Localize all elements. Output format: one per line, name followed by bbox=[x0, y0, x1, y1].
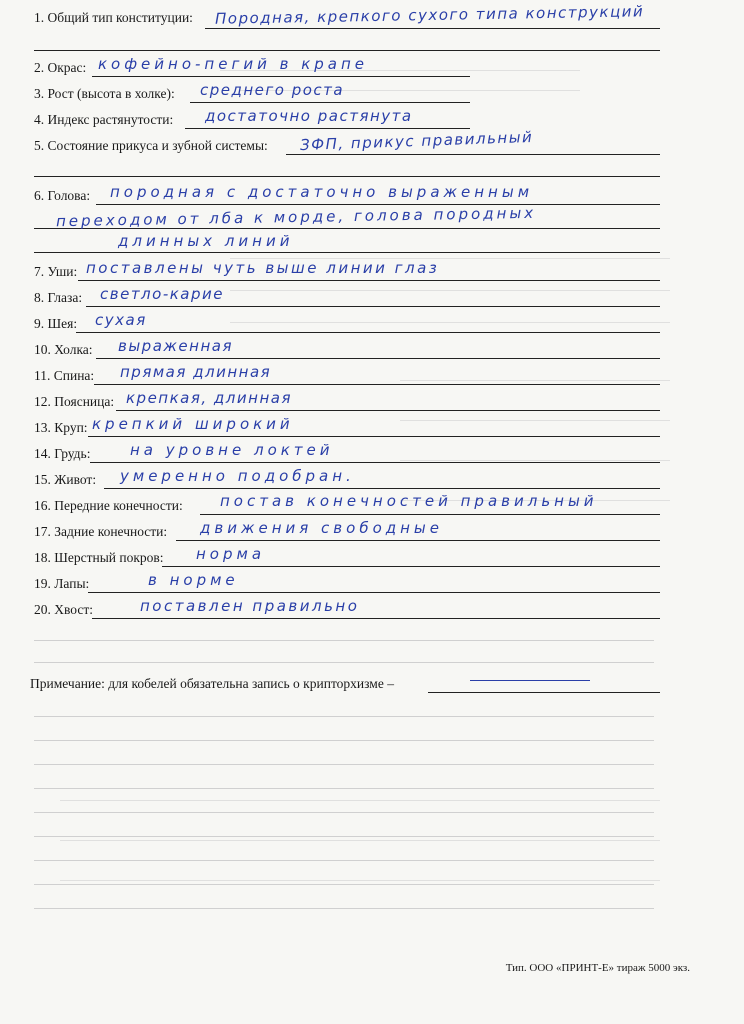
handwritten-value: в норме bbox=[148, 571, 239, 589]
field-neck bbox=[34, 316, 77, 332]
handwritten-value: прямая длинная bbox=[120, 363, 272, 381]
note-underline bbox=[428, 692, 660, 693]
field-coat bbox=[34, 550, 164, 566]
field-underline bbox=[88, 436, 660, 437]
field-underline bbox=[78, 280, 660, 281]
printer-info: Тип. ООО «ПРИНТ-Е» тираж 5000 экз. bbox=[505, 962, 690, 974]
handwritten-value: кофейно-пегий в крапе bbox=[98, 55, 369, 73]
field-underline bbox=[205, 28, 660, 29]
bleed-line bbox=[230, 322, 670, 323]
handwritten-value: на уровне локтей bbox=[130, 441, 334, 459]
field-label: 18. Шерстный покров: bbox=[34, 550, 164, 565]
handwritten-value: умеренно подобран. bbox=[120, 467, 355, 485]
field-label: 11. Спина: bbox=[34, 368, 95, 383]
field-label: 13. Круп: bbox=[34, 420, 88, 435]
field-label: 1. Общий тип конституции: bbox=[34, 10, 193, 25]
handwritten-value: выраженная bbox=[118, 337, 233, 355]
field-underline bbox=[88, 592, 660, 593]
blank-line bbox=[34, 812, 654, 813]
blank-line bbox=[34, 908, 654, 909]
field-underline bbox=[92, 76, 470, 77]
field-tail bbox=[34, 602, 93, 618]
field-label: 17. Задние конечности: bbox=[34, 524, 168, 539]
field-underline bbox=[286, 154, 660, 155]
field-body-index bbox=[34, 112, 173, 128]
field-belly bbox=[34, 472, 96, 488]
bleed-line bbox=[60, 800, 660, 801]
field-underline bbox=[116, 410, 660, 411]
handwritten-value: Породная, крепкого сухого типа конструкций bbox=[214, 2, 645, 28]
blank-line bbox=[34, 788, 654, 789]
ink-stroke bbox=[470, 680, 590, 681]
handwritten-value: достаточно растянута bbox=[205, 107, 413, 125]
field-underline bbox=[90, 462, 660, 463]
bleed-line bbox=[60, 880, 660, 881]
handwritten-value: переходом от лба к морде, голова породных bbox=[55, 203, 537, 231]
field-label: 10. Холка: bbox=[34, 342, 93, 357]
field-underline bbox=[104, 488, 660, 489]
field-label: 15. Живот: bbox=[34, 472, 97, 487]
field-loin bbox=[34, 394, 114, 410]
bleed-line bbox=[230, 290, 670, 291]
bleed-line bbox=[60, 840, 660, 841]
field-back bbox=[34, 368, 94, 384]
bleed-line bbox=[400, 420, 670, 421]
handwritten-value: длинных линий bbox=[118, 232, 294, 250]
field-underline bbox=[34, 252, 660, 253]
field-label: 9. Шея: bbox=[34, 316, 78, 331]
field-eyes bbox=[34, 290, 82, 306]
handwritten-value: крепкий широкий bbox=[92, 415, 294, 433]
handwritten-value: породная с достаточно выраженным bbox=[110, 183, 534, 201]
handwritten-value: постав конечностей правильный bbox=[220, 492, 598, 510]
field-ears bbox=[34, 264, 77, 280]
field-label: 5. Состояние прикуса и зубной системы: bbox=[34, 138, 268, 153]
handwritten-value: сухая bbox=[95, 311, 147, 329]
cryptorchidism-note bbox=[30, 676, 394, 692]
handwritten-value: движения свободные bbox=[200, 519, 443, 537]
blank-line bbox=[34, 716, 654, 717]
handwritten-value: среднего роста bbox=[200, 81, 345, 99]
field-underline bbox=[185, 128, 470, 129]
blank-line bbox=[34, 836, 654, 837]
field-underline bbox=[96, 358, 660, 359]
handwritten-value: крепкая, длинная bbox=[126, 389, 292, 407]
field-underline bbox=[86, 306, 660, 307]
field-withers bbox=[34, 342, 93, 358]
note-text: Примечание: для кобелей обязательна запись о крипторхизме – bbox=[30, 676, 394, 691]
field-color bbox=[34, 60, 86, 76]
handwritten-value: поставлены чуть выше линии глаз bbox=[86, 259, 440, 277]
field-label: 4. Индекс растянутости: bbox=[34, 112, 174, 127]
field-underline bbox=[190, 102, 470, 103]
field-label: 2. Окрас: bbox=[34, 60, 87, 75]
field-label: 19. Лапы: bbox=[34, 576, 90, 591]
field-label: 3. Рост (высота в холке): bbox=[34, 86, 175, 101]
bleed-line bbox=[400, 380, 670, 381]
field-underline bbox=[176, 540, 660, 541]
blank-line bbox=[34, 662, 654, 663]
field-constitution bbox=[34, 10, 193, 26]
field-bite bbox=[34, 138, 268, 154]
blank-line bbox=[34, 640, 654, 641]
field-underline bbox=[76, 332, 660, 333]
field-chest bbox=[34, 446, 90, 462]
field-underline bbox=[94, 384, 660, 385]
field-label: 6. Голова: bbox=[34, 188, 91, 203]
field-label: 16. Передние конечности: bbox=[34, 498, 183, 513]
field-label: 12. Поясница: bbox=[34, 394, 115, 409]
field-underline bbox=[92, 618, 660, 619]
field-underline bbox=[34, 50, 660, 51]
field-underline bbox=[96, 204, 660, 205]
field-underline bbox=[162, 566, 660, 567]
field-head bbox=[34, 188, 90, 204]
field-label: 20. Хвост: bbox=[34, 602, 94, 617]
field-label: 7. Уши: bbox=[34, 264, 78, 279]
field-croup bbox=[34, 420, 88, 436]
handwritten-value: поставлен правильно bbox=[140, 597, 360, 615]
field-front-limbs bbox=[34, 498, 183, 514]
blank-line bbox=[34, 860, 654, 861]
bleed-line bbox=[400, 460, 670, 461]
blank-line bbox=[34, 764, 654, 765]
handwritten-value: норма bbox=[196, 545, 266, 563]
field-label: 14. Грудь: bbox=[34, 446, 91, 461]
field-underline bbox=[34, 176, 660, 177]
field-hind-limbs bbox=[34, 524, 167, 540]
field-height bbox=[34, 86, 175, 102]
field-paws bbox=[34, 576, 89, 592]
blank-line bbox=[34, 740, 654, 741]
handwritten-value: светло-карие bbox=[100, 285, 224, 303]
field-label: 8. Глаза: bbox=[34, 290, 83, 305]
field-underline bbox=[200, 514, 660, 515]
blank-line bbox=[34, 884, 654, 885]
handwritten-value: ЗФП, прикус правильный bbox=[299, 127, 534, 155]
